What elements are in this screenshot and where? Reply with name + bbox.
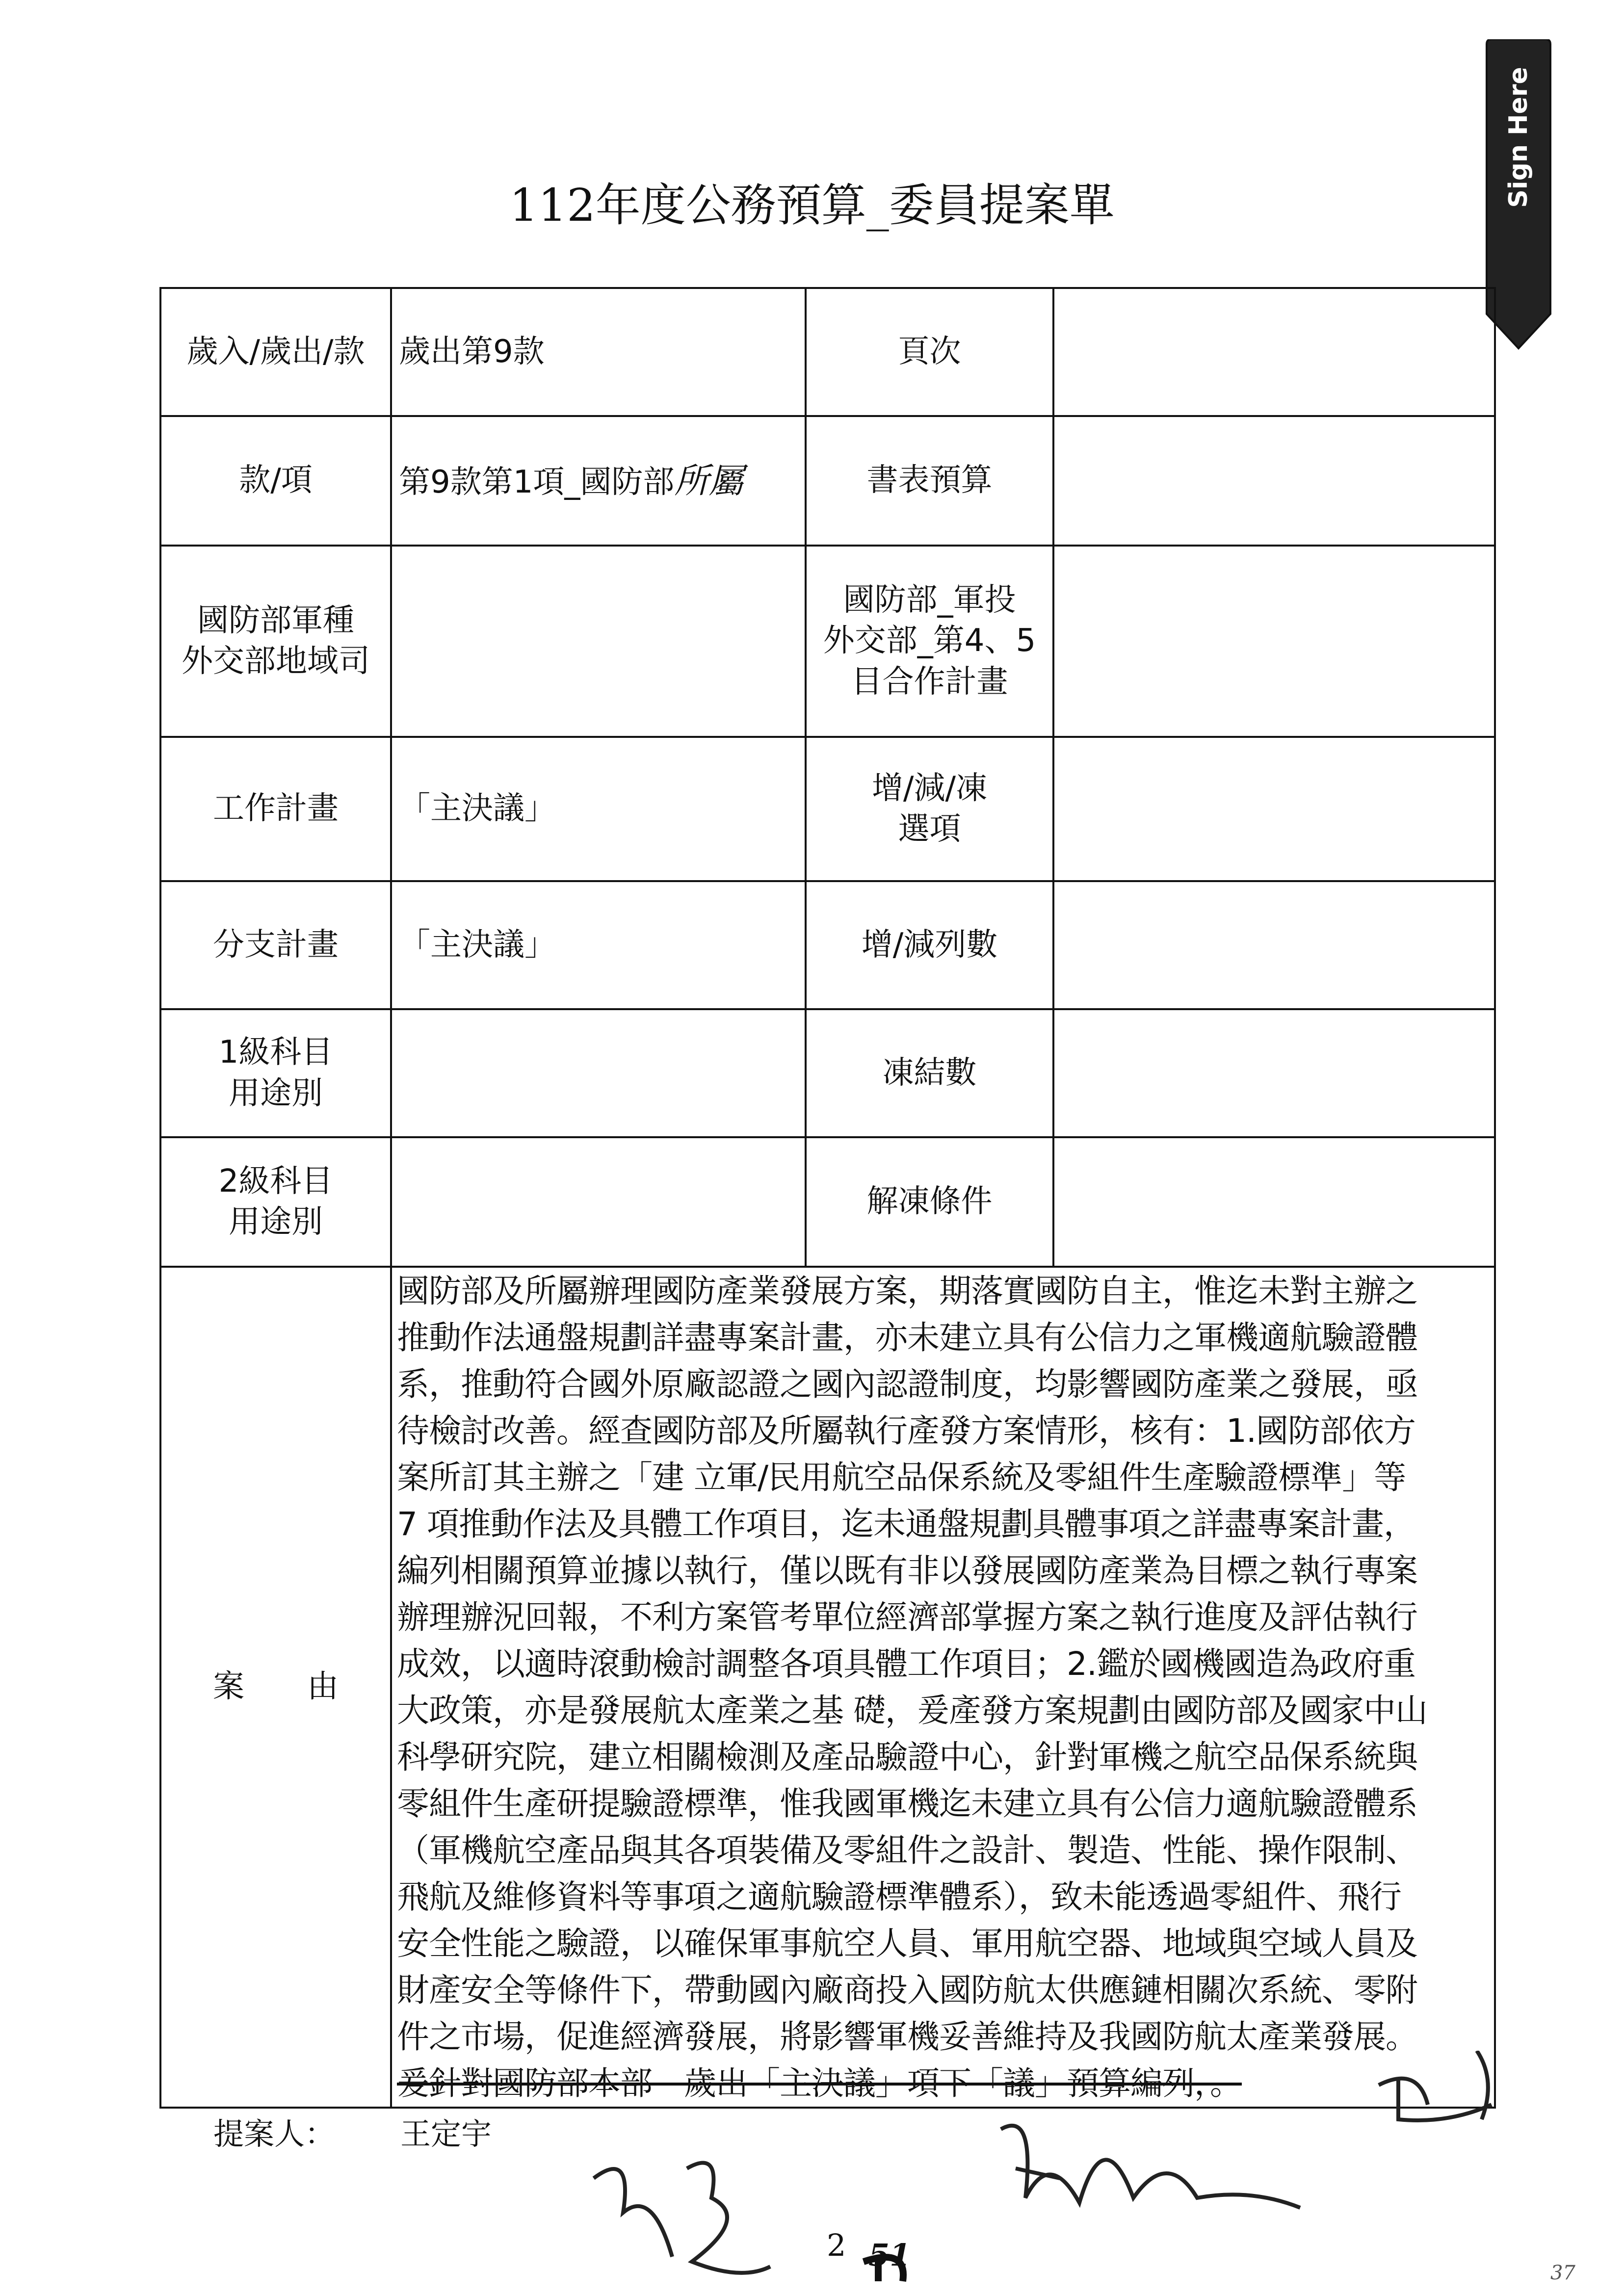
reason-lines: [392, 1268, 1494, 2107]
label-line: 增/減/凍: [871, 770, 988, 807]
field-label: 歲入/歲出/款: [160, 288, 391, 416]
field-value: [1053, 1009, 1495, 1137]
field-value: [391, 546, 806, 737]
reason-line: 待檢討改善。經查國防部及所屬執行產發方案情形，核有：1.國防部依方: [397, 1412, 1415, 1450]
reason-label: 案 由: [160, 1267, 391, 2108]
field-value: 歲出第9款: [391, 288, 806, 416]
table-row: [160, 1137, 1495, 1267]
field-label: [160, 1009, 391, 1137]
reason-line: 推動作法通盤規劃詳盡專案計畫，亦未建立具有公信力之軍機適航驗證體: [397, 1319, 1417, 1357]
reason-line: 7 項推動作法及具體工作項目，迄未通盤規劃具體事項之詳盡專案計畫，: [397, 1505, 1415, 1543]
corner-number: 37: [1550, 2262, 1575, 2284]
field-value-text: 第9款第1項_國防部: [399, 464, 675, 500]
table-row: [160, 416, 1495, 546]
field-value: 「主決議」: [391, 737, 806, 881]
page-number: 2: [827, 2227, 846, 2263]
field-value: [391, 416, 806, 546]
label-line: 外交部地域司: [182, 643, 370, 679]
reason-line: 系，推動符合國外原廠認證之國內認證制度，均影響國防產業之發展，亟: [397, 1365, 1417, 1403]
table-row: [160, 1267, 1495, 2108]
reason-line: 安全性能之驗證，以確保軍事航空人員、軍用航空器、地域與空域人員及: [397, 1925, 1417, 1962]
proposal-form-table: [159, 287, 1496, 2109]
reason-line: 零組件生產研提驗證標準，惟我國軍機迄未建立具有公信力適航驗證體系: [397, 1785, 1417, 1823]
label-line: 1級科目: [218, 1034, 333, 1071]
label-line: 國防部軍種: [197, 602, 354, 639]
reason-line: 科學研究院，建立相關檢測及產品驗證中心，針對軍機之航空品保系統與: [397, 1738, 1417, 1776]
table-row: [160, 881, 1495, 1009]
proposer-label: 提案人：: [213, 2116, 336, 2152]
label-line: 2級科目: [218, 1163, 333, 1200]
reason-line: 大政策，亦是發展航太產業之基 礎，爰產發方案規劃由國防部及國家中山: [397, 1692, 1427, 1729]
field-label: 工作計畫: [160, 737, 391, 881]
document-title: 112年度公務預算_委員提案單: [509, 179, 1115, 232]
handwritten-signatures: [564, 2051, 1496, 2296]
field-value: [1053, 737, 1495, 881]
field-value: [1053, 288, 1495, 416]
field-value: [1053, 416, 1495, 546]
label-line: 外交部_第4、5: [823, 623, 1036, 659]
field-value: [391, 1009, 806, 1137]
label-line: 用途別: [229, 1204, 323, 1240]
reason-line: 財產安全等條件下，帶動國內廠商投入國防航太供應鏈相關次系統、零附: [397, 1971, 1417, 2009]
sign-here-text: Sign Here: [1504, 67, 1533, 208]
field-value: 「主決議」: [391, 881, 806, 1009]
label-line: 目合作計畫: [851, 663, 1008, 700]
handwritten-annotation: 所屬: [674, 460, 743, 501]
field-label: [806, 546, 1053, 737]
handwritten-number: 51: [868, 2237, 911, 2273]
reason-line: 案所訂其主辦之「建 立軍/民用航空品保系統及零組件生產驗證標準」等: [397, 1459, 1406, 1496]
field-label: [160, 1137, 391, 1267]
field-label: 解凍條件: [806, 1137, 1053, 1267]
field-value: [1053, 546, 1495, 737]
field-value: [1053, 881, 1495, 1009]
reason-line: 飛航及維修資料等事項之適航驗證標準體系），致未能透過零組件、飛行: [397, 1878, 1401, 1916]
field-label: 凍結數: [806, 1009, 1053, 1137]
field-label: 分支計畫: [160, 881, 391, 1009]
field-value: [1053, 1137, 1495, 1267]
field-label: [806, 737, 1053, 881]
table-row: [160, 288, 1495, 416]
label-line: 用途別: [229, 1075, 323, 1112]
field-value: [391, 1137, 806, 1267]
field-label: [160, 546, 391, 737]
reason-line: 件之市場，促進經濟發展，將影響軍機妥善維持及我國防航太產業發展。: [397, 2018, 1417, 2056]
field-label: 增/減列數: [806, 881, 1053, 1009]
table-row: [160, 546, 1495, 737]
reason-text: [391, 1267, 1495, 2108]
label-line: 選項: [898, 811, 961, 847]
reason-line: （軍機航空產品與其各項裝備及零組件之設計、製造、性能、操作限制、: [397, 1831, 1417, 1869]
table-row: [160, 1009, 1495, 1137]
field-label: 書表預算: [806, 416, 1053, 546]
field-label: 款/項: [160, 416, 391, 546]
proposer-name: 王定宇: [400, 2116, 492, 2152]
reason-line-struck: 爰針對國防部本部 歲出「主決議」項下「議」預算編列，。: [397, 2064, 1242, 2102]
reason-line: 辦理辦況回報，不利方案管考單位經濟部掌握方案之執行進度及評估執行: [397, 1598, 1417, 1636]
reason-line: 編列相關預算並據以執行，僅以既有非以發展國防產業為目標之執行專案: [397, 1552, 1417, 1590]
field-label: 頁次: [806, 288, 1053, 416]
label-line: 國防部_軍投: [843, 582, 1016, 619]
reason-line: 國防部及所屬辦理國防產業發展方案，期落實國防自主，惟迄未對主辦之: [397, 1272, 1417, 1310]
reason-line: 成效，以適時滾動檢討調整各項具體工作項目；2.鑑於國機國造為政府重: [397, 1645, 1415, 1683]
table-row: [160, 737, 1495, 881]
